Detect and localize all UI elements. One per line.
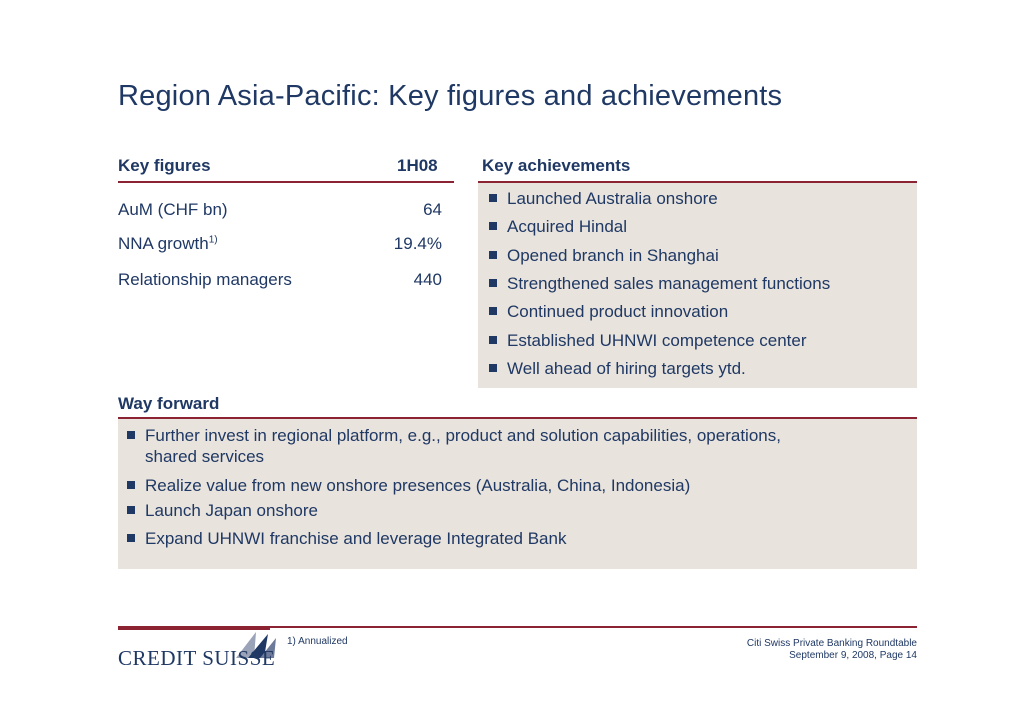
achievement-item: Established UHNWI competence center [489,330,807,351]
achievement-item: Strengthened sales management functions [489,273,830,294]
credit-suisse-logo: CREDIT SUISSE [118,646,276,670]
bullet-icon [127,506,135,514]
achievement-item: Well ahead of hiring targets ytd. [489,358,746,379]
bullet-icon [127,481,135,489]
page-title: Region Asia-Pacific: Key figures and achievements [118,80,783,112]
key-figure-label: AuM (CHF bn) [118,200,228,219]
bullet-icon [127,431,135,439]
achievement-item: Continued product innovation [489,301,728,322]
bullet-icon [489,194,497,202]
bullet-icon [489,251,497,259]
key-figure-row [118,200,448,220]
way-forward-item: Expand UHNWI franchise and leverage Integrated Bank [127,528,566,549]
date-page: September 9, 2008, Page 14 [789,650,917,661]
bullet-icon [489,222,497,230]
footnote: 1) Annualized [287,636,348,647]
key-figure-label: Relationship managers [118,270,292,289]
way-forward-item: Realize value from new onshore presences (Australia, China, Indonesia) [127,475,690,496]
footnote-marker: 1) [208,234,218,246]
bullet-icon [489,364,497,372]
key-figures-rule [118,181,454,183]
bullet-icon [489,336,497,344]
achievement-item: Acquired Hindal [489,216,627,237]
key-figure-value: 19.4% [393,234,442,253]
achievement-item: Opened branch in Shanghai [489,245,719,266]
period-header: 1H08 [397,156,438,175]
bullet-icon [489,307,497,315]
key-achievements-header: Key achievements [482,156,631,175]
key-figure-value: 440 [413,270,442,289]
key-figure-row [118,234,448,254]
key-figure-row [118,270,448,290]
way-forward-item: Further invest in regional platform, e.g., product and solution capabilities, operations, shared services [127,425,781,467]
way-forward-item: Launch Japan onshore [127,500,318,521]
key-figures-header: Key figures [118,156,211,175]
event-name: Citi Swiss Private Banking Roundtable [746,638,917,649]
bullet-icon [127,534,135,542]
footer-info [747,638,917,662]
key-figure-label: NNA growth [118,234,209,253]
bullet-icon [489,279,497,287]
achievement-item: Launched Australia onshore [489,188,718,209]
way-forward-header: Way forward [118,394,220,413]
key-figure-value: 64 [423,200,442,219]
